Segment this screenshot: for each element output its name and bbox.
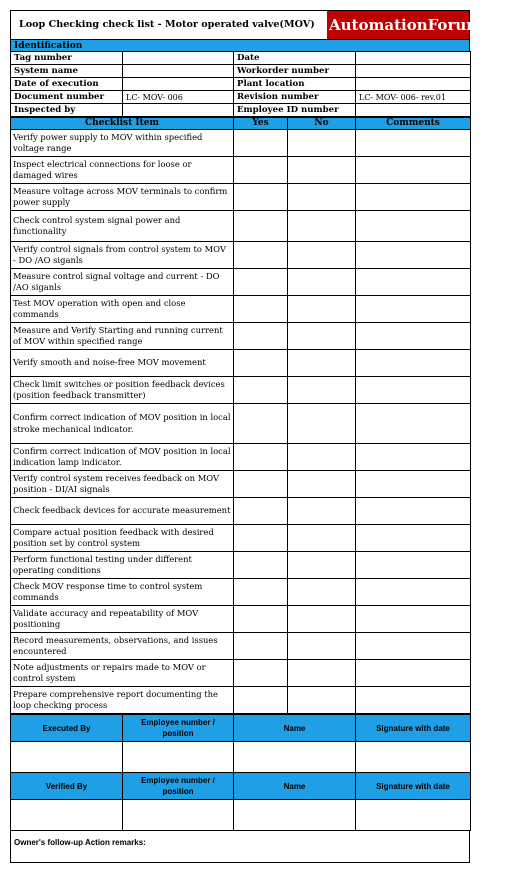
comments-cell[interactable]	[356, 444, 471, 471]
no-cell[interactable]	[288, 606, 356, 633]
id-row	[11, 65, 471, 78]
comments-header: Comments	[356, 118, 471, 130]
checklist-table	[10, 117, 471, 714]
name-label: Name	[234, 715, 356, 742]
checklist-row	[11, 579, 471, 606]
checklist-row	[11, 184, 471, 211]
checklist-item-text: Verify power supply to MOV within specified voltage range	[11, 130, 234, 157]
checklist-item-text: Compare actual position feedback with desired position set by control system	[11, 525, 234, 552]
id-label: Revision number	[234, 91, 356, 104]
yes-cell[interactable]	[234, 606, 288, 633]
no-cell[interactable]	[288, 404, 356, 444]
no-cell[interactable]	[288, 211, 356, 242]
checklist-item-header: Checklist Item	[11, 118, 234, 130]
no-cell[interactable]	[288, 296, 356, 323]
yes-cell[interactable]	[234, 296, 288, 323]
yes-header: Yes	[234, 118, 288, 130]
checklist-item-text: Perform functional testing under different operating conditions	[11, 552, 234, 579]
no-cell[interactable]	[288, 130, 356, 157]
checklist-header-row	[11, 118, 471, 130]
checklist-row	[11, 552, 471, 579]
verified-by-label: Verified By	[11, 773, 123, 800]
yes-cell[interactable]	[234, 157, 288, 184]
checklist-item-text: Verify control signals from control system to MOV - DO /AO siganls	[11, 242, 234, 269]
checklist-item-text: Confirm correct indication of MOV position in local stroke mechanical indicator.	[11, 404, 234, 444]
comments-cell[interactable]	[356, 579, 471, 606]
yes-cell[interactable]	[234, 687, 288, 714]
no-cell[interactable]	[288, 444, 356, 471]
yes-cell[interactable]	[234, 211, 288, 242]
id-value-field[interactable]	[356, 65, 471, 78]
yes-cell[interactable]	[234, 350, 288, 377]
id-value-field[interactable]	[356, 104, 471, 117]
yes-cell[interactable]	[234, 660, 288, 687]
title-row	[10, 10, 509, 39]
id-row	[11, 78, 471, 91]
yes-cell[interactable]	[234, 552, 288, 579]
id-row	[11, 91, 471, 104]
comments-cell[interactable]	[356, 660, 471, 687]
no-cell[interactable]	[288, 552, 356, 579]
id-row	[11, 52, 471, 65]
checklist-row	[11, 606, 471, 633]
executed-entry-row	[11, 742, 471, 773]
yes-cell[interactable]	[234, 498, 288, 525]
identification-table	[10, 51, 471, 117]
checklist-item-text: Validate accuracy and repeatability of MOV positioning	[11, 606, 234, 633]
comments-cell[interactable]	[356, 633, 471, 660]
checklist-item-text: Check limit switches or position feedback devices (position feedback transmitter)	[11, 377, 234, 404]
no-cell[interactable]	[288, 660, 356, 687]
checklist-row	[11, 444, 471, 471]
checklist-row	[11, 211, 471, 242]
checklist-item-text: Check MOV response time to control system commands	[11, 579, 234, 606]
id-value-field[interactable]	[123, 65, 234, 78]
checklist-row	[11, 130, 471, 157]
comments-cell[interactable]	[356, 269, 471, 296]
id-label: Plant location	[234, 78, 356, 91]
checklist-row	[11, 242, 471, 269]
checklist-row	[11, 471, 471, 498]
no-cell[interactable]	[288, 323, 356, 350]
id-label: Inspected by	[11, 104, 123, 117]
no-cell[interactable]	[288, 687, 356, 714]
checklist-item-text: Verify smooth and noise-free MOV movement	[11, 350, 234, 377]
checklist-item-text: Record measurements, observations, and issues encountered	[11, 633, 234, 660]
no-cell[interactable]	[288, 242, 356, 269]
yes-cell[interactable]	[234, 377, 288, 404]
employee-number-field[interactable]	[123, 800, 234, 831]
yes-cell[interactable]	[234, 579, 288, 606]
yes-cell[interactable]	[234, 184, 288, 211]
no-cell[interactable]	[288, 525, 356, 552]
id-label: Document number	[11, 91, 123, 104]
comments-cell[interactable]	[356, 552, 471, 579]
yes-cell[interactable]	[234, 242, 288, 269]
checklist-item-text: Inspect electrical connections for loose or damaged wires	[11, 157, 234, 184]
checklist-item-text: Note adjustments or repairs made to MOV or control system	[11, 660, 234, 687]
id-label: Tag number	[11, 52, 123, 65]
signature-label: Signature with date	[356, 773, 471, 800]
yes-cell[interactable]	[234, 471, 288, 498]
employee-number-label: Employee number / position	[123, 773, 234, 800]
signature-field[interactable]	[356, 800, 471, 831]
checklist-sheet	[10, 10, 509, 863]
comments-cell[interactable]	[356, 377, 471, 404]
checklist-item-text: Verify control system receives feedback on MOV position - DI/AI signals	[11, 471, 234, 498]
yes-cell[interactable]	[234, 404, 288, 444]
no-cell[interactable]	[288, 633, 356, 660]
document-title: Loop Checking check list - Motor operated valve(MOV)	[11, 11, 327, 39]
verified-by-field[interactable]	[11, 800, 123, 831]
checklist-row	[11, 350, 471, 377]
signature-field[interactable]	[356, 742, 471, 773]
owner-remarks[interactable]: Owner's follow-up Action remarks:	[10, 831, 470, 863]
yes-cell[interactable]	[234, 444, 288, 471]
yes-cell[interactable]	[234, 269, 288, 296]
checklist-item-text: Prepare comprehensive report documenting the loop checking process	[11, 687, 234, 714]
id-value-field[interactable]: LC- MOV- 006	[123, 91, 234, 104]
id-row	[11, 104, 471, 117]
checklist-item-text: Check control system signal power and functionality	[11, 211, 234, 242]
comments-cell[interactable]	[356, 404, 471, 444]
comments-cell[interactable]	[356, 157, 471, 184]
brand-logo: AutomationForum.Co	[327, 11, 469, 39]
id-value-field[interactable]	[356, 52, 471, 65]
comments-cell[interactable]	[356, 687, 471, 714]
no-cell[interactable]	[288, 184, 356, 211]
no-cell[interactable]	[288, 498, 356, 525]
checklist-row	[11, 323, 471, 350]
comments-cell[interactable]	[356, 350, 471, 377]
comments-cell[interactable]	[356, 242, 471, 269]
name-field[interactable]	[234, 742, 356, 773]
comments-cell[interactable]	[356, 323, 471, 350]
no-cell[interactable]	[288, 157, 356, 184]
checklist-row	[11, 157, 471, 184]
comments-cell[interactable]	[356, 130, 471, 157]
yes-cell[interactable]	[234, 633, 288, 660]
no-cell[interactable]	[288, 579, 356, 606]
checklist-item-text: Measure and Verify Starting and running current of MOV within specified range	[11, 323, 234, 350]
checklist-row	[11, 296, 471, 323]
id-value-field[interactable]	[123, 104, 234, 117]
id-value-field[interactable]	[356, 78, 471, 91]
verified-entry-row	[11, 800, 471, 831]
id-label: Employee ID number	[234, 104, 356, 117]
verified-header-row	[11, 773, 471, 800]
comments-cell[interactable]	[356, 525, 471, 552]
employee-number-field[interactable]	[123, 742, 234, 773]
id-label: Workorder number	[234, 65, 356, 78]
id-value-field[interactable]: LC- MOV- 006- rev.01	[356, 91, 471, 104]
checklist-row	[11, 525, 471, 552]
checklist-row	[11, 377, 471, 404]
id-label: System name	[11, 65, 123, 78]
id-label: Date	[234, 52, 356, 65]
yes-cell[interactable]	[234, 323, 288, 350]
comments-cell[interactable]	[356, 296, 471, 323]
executed-header-row	[11, 715, 471, 742]
checklist-row	[11, 269, 471, 296]
no-cell[interactable]	[288, 350, 356, 377]
checklist-item-text: Measure voltage across MOV terminals to confirm power supply	[11, 184, 234, 211]
comments-cell[interactable]	[356, 211, 471, 242]
id-label: Date of execution	[11, 78, 123, 91]
identification-header: Identification	[10, 39, 470, 51]
comments-cell[interactable]	[356, 471, 471, 498]
checklist-row	[11, 498, 471, 525]
employee-number-label: Employee number / position	[123, 715, 234, 742]
checklist-item-text: Confirm correct indication of MOV position in local indication lamp indicator.	[11, 444, 234, 471]
executed-by-label: Executed By	[11, 715, 123, 742]
no-cell[interactable]	[288, 377, 356, 404]
checklist-row	[11, 687, 471, 714]
executed-by-field[interactable]	[11, 742, 123, 773]
no-cell[interactable]	[288, 269, 356, 296]
comments-cell[interactable]	[356, 184, 471, 211]
no-cell[interactable]	[288, 471, 356, 498]
id-value-field[interactable]	[123, 78, 234, 91]
yes-cell[interactable]	[234, 130, 288, 157]
checklist-item-text: Check feedback devices for accurate measurement	[11, 498, 234, 525]
checklist-row	[11, 633, 471, 660]
checklist-row	[11, 660, 471, 687]
executed-by-table	[10, 714, 471, 831]
signature-label: Signature with date	[356, 715, 471, 742]
checklist-item-text: Test MOV operation with open and close commands	[11, 296, 234, 323]
name-label: Name	[234, 773, 356, 800]
name-field[interactable]	[234, 800, 356, 831]
id-value-field[interactable]	[123, 52, 234, 65]
checklist-row	[11, 404, 471, 444]
comments-cell[interactable]	[356, 606, 471, 633]
yes-cell[interactable]	[234, 525, 288, 552]
checklist-item-text: Measure control signal voltage and current - DO /AO siganls	[11, 269, 234, 296]
no-header: No	[288, 118, 356, 130]
comments-cell[interactable]	[356, 498, 471, 525]
